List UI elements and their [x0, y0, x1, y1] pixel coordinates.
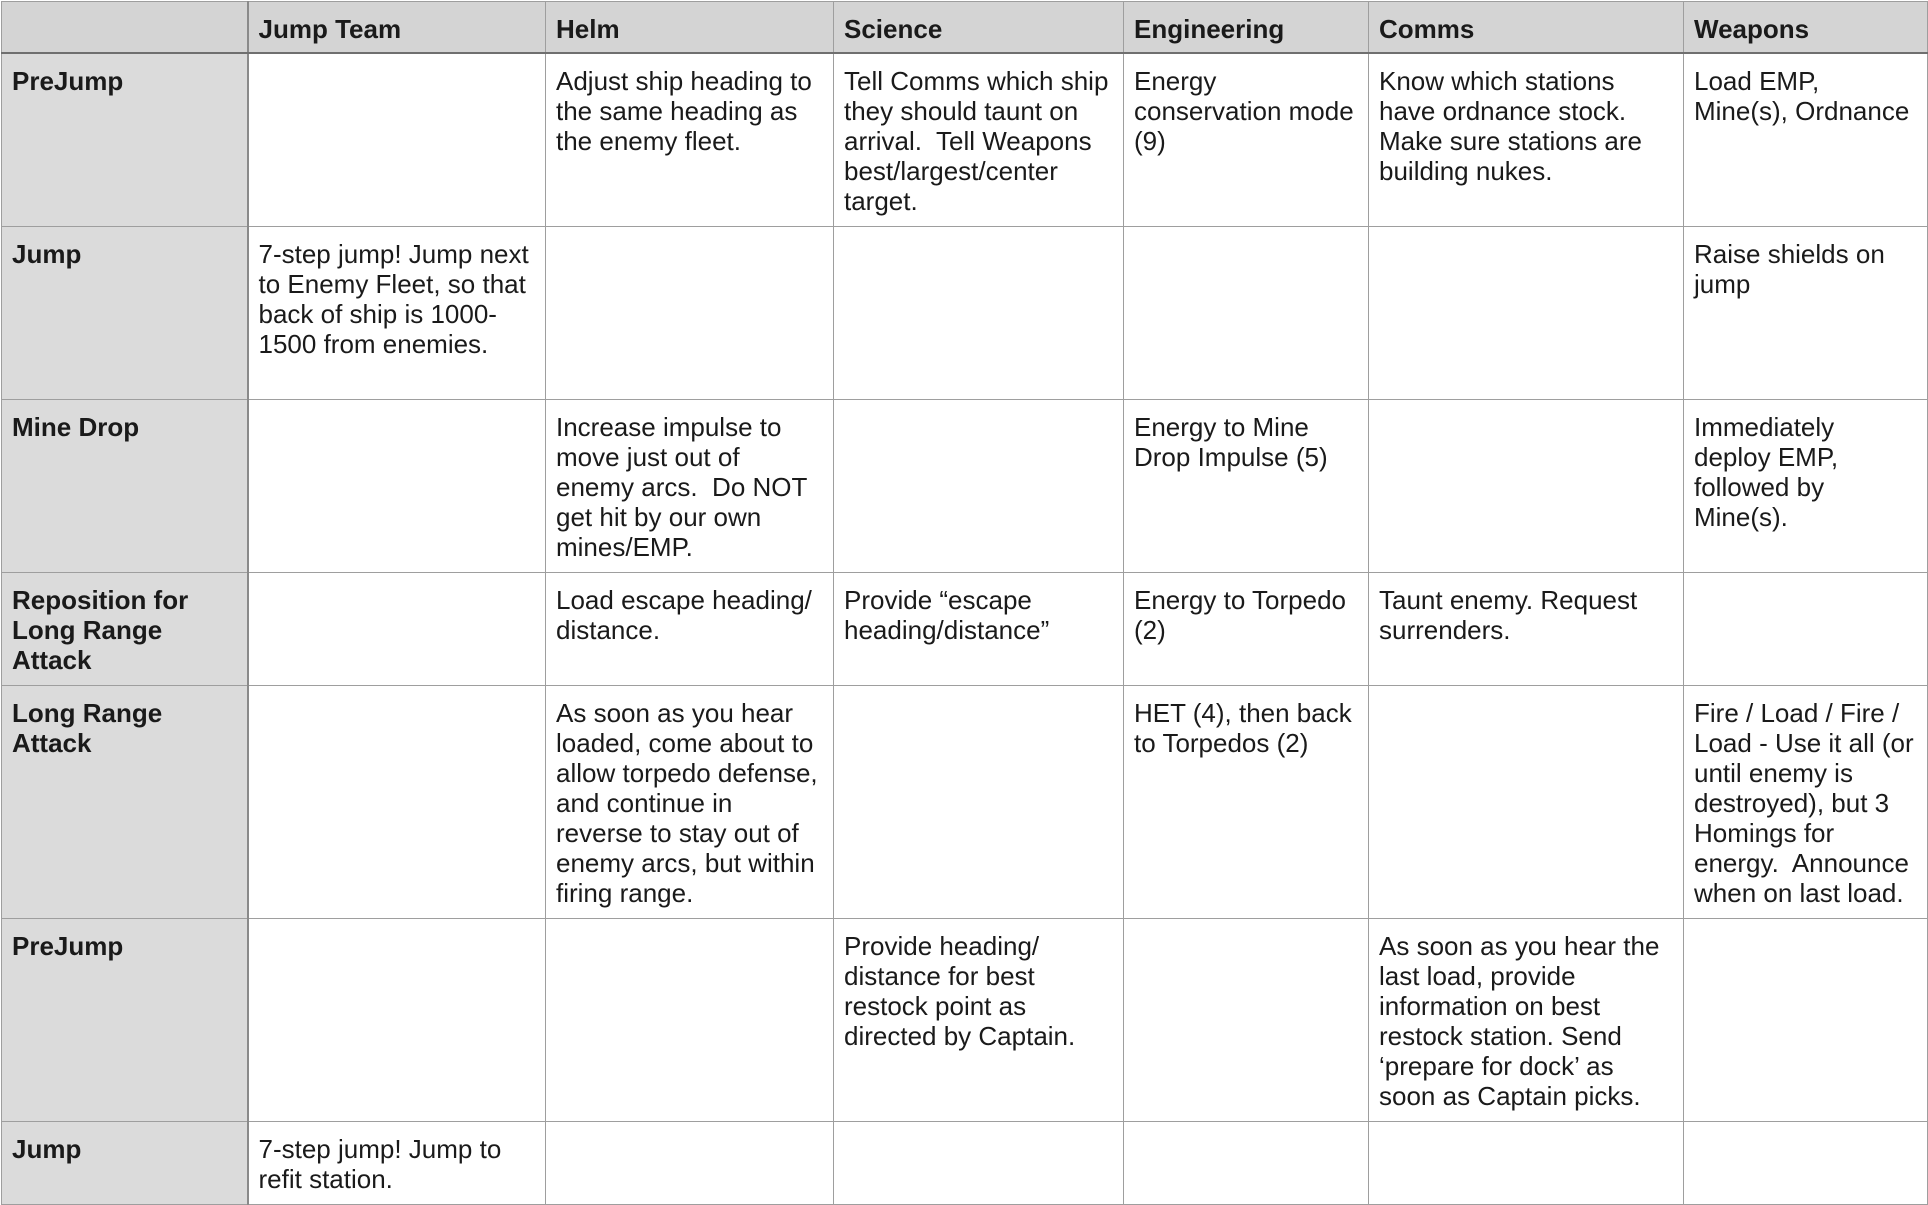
- table-cell: [1684, 573, 1928, 686]
- table-cell: Load EMP, Mine(s), Ordnance: [1684, 53, 1928, 227]
- phase-label: PreJump: [2, 53, 248, 227]
- table-cell: Provide “escape heading/distance”: [834, 573, 1124, 686]
- table-cell: [1369, 227, 1684, 400]
- table-cell: Increase impulse to move just out of enemy arcs. Do NOT get hit by our own mines/EMP.: [546, 400, 834, 573]
- table-cell: [834, 400, 1124, 573]
- table-cell: Energy to Mine Drop Impulse (5): [1124, 400, 1369, 573]
- table-cell: [248, 53, 546, 227]
- table-cell: [1369, 400, 1684, 573]
- table-cell: Know which stations have ordnance stock. Make sure stations are building nukes.: [1369, 53, 1684, 227]
- table-cell: [546, 919, 834, 1122]
- table-row: [2, 573, 1928, 686]
- table-cell: As soon as you hear the last load, provide information on best restock station. Send ‘prepare for dock’ as soon as Captain picks.: [1369, 919, 1684, 1122]
- table-cell: [834, 227, 1124, 400]
- table-cell: [1684, 919, 1928, 1122]
- table-cell: [1684, 1122, 1928, 1205]
- table-cell: [834, 1122, 1124, 1205]
- table-cell: [248, 686, 546, 919]
- table-cell: HET (4), then back to Torpedos (2): [1124, 686, 1369, 919]
- column-header-comms: Comms: [1369, 2, 1684, 54]
- table-cell: Energy to Torpedo (2): [1124, 573, 1369, 686]
- column-header-helm: Helm: [546, 2, 834, 54]
- table-cell: Immediately deploy EMP, followed by Mine(s).: [1684, 400, 1928, 573]
- table-cell: [1369, 1122, 1684, 1205]
- table-cell: Load escape heading/ distance.: [546, 573, 834, 686]
- table-cell: As soon as you hear loaded, come about to allow torpedo defense, and continue in reverse to stay out of enemy arcs, but within firing range.: [546, 686, 834, 919]
- table-cell: Energy conservation mode (9): [1124, 53, 1369, 227]
- table-cell: [248, 573, 546, 686]
- column-header-engineering: Engineering: [1124, 2, 1369, 54]
- table-row: [2, 919, 1928, 1122]
- table-cell: [546, 1122, 834, 1205]
- table-cell: Tell Comms which ship they should taunt on arrival. Tell Weapons best/largest/center target.: [834, 53, 1124, 227]
- table-cell: [1124, 227, 1369, 400]
- table-cell: Fire / Load / Fire / Load - Use it all (or until enemy is destroyed), but 3 Homings for energy. Announce when on last load.: [1684, 686, 1928, 919]
- phase-label: PreJump: [2, 919, 248, 1122]
- phase-label: Long Range Attack: [2, 686, 248, 919]
- column-header-weapons: Weapons: [1684, 2, 1928, 54]
- table-cell: [834, 686, 1124, 919]
- table-row: [2, 1122, 1928, 1205]
- column-header-jump-team: Jump Team: [248, 2, 546, 54]
- phase-label: Mine Drop: [2, 400, 248, 573]
- table-cell: 7-step jump! Jump next to Enemy Fleet, so that back of ship is 1000-1500 from enemies.: [248, 227, 546, 400]
- table-cell: [248, 400, 546, 573]
- corner-header-cell: [2, 2, 248, 54]
- table-cell: [248, 919, 546, 1122]
- table-cell: Raise shields on jump: [1684, 227, 1928, 400]
- table-cell: [1369, 686, 1684, 919]
- table-cell: [1124, 1122, 1369, 1205]
- table-cell: [1124, 919, 1369, 1122]
- table-row: [2, 227, 1928, 400]
- table-row: [2, 686, 1928, 919]
- table-cell: 7-step jump! Jump to refit station.: [248, 1122, 546, 1205]
- table-row: [2, 400, 1928, 573]
- phase-label: Reposition for Long Range Attack: [2, 573, 248, 686]
- header-row: [2, 2, 1928, 54]
- table-cell: Adjust ship heading to the same heading as the enemy fleet.: [546, 53, 834, 227]
- table-cell: Provide heading/ distance for best restock point as directed by Captain.: [834, 919, 1124, 1122]
- table-row: [2, 53, 1928, 227]
- phase-label: Jump: [2, 227, 248, 400]
- table-cell: Taunt enemy. Request surrenders.: [1369, 573, 1684, 686]
- table-cell: [546, 227, 834, 400]
- station-checklist-table: [1, 1, 1928, 1205]
- column-header-science: Science: [834, 2, 1124, 54]
- phase-label: Jump: [2, 1122, 248, 1205]
